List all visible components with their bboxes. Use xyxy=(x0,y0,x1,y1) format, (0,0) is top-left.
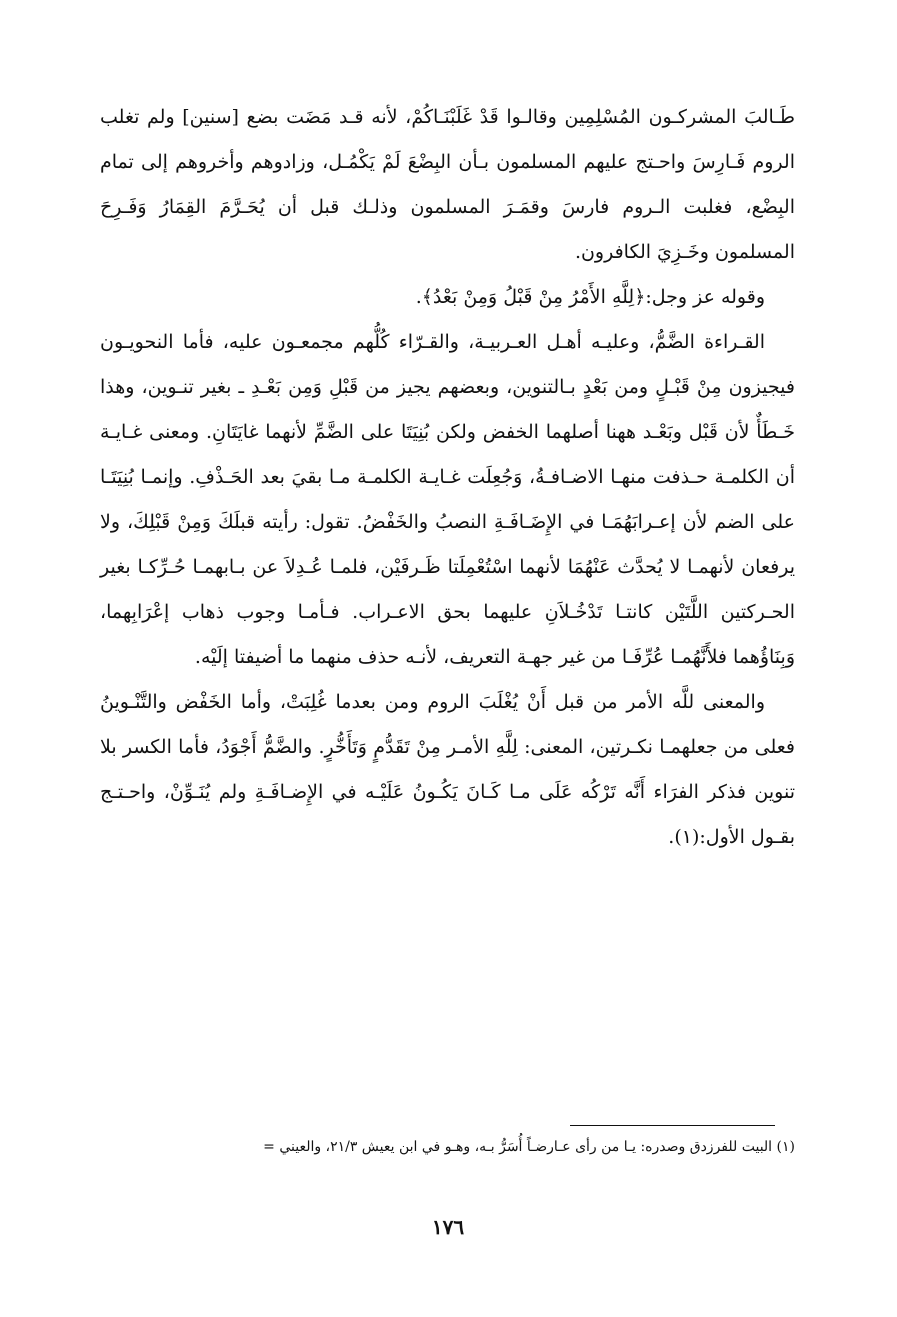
paragraph: القـراءة الضَّمُّ، وعليـه أهـل العـربيـة، والقـرّاء كُلُّهم مجمعـون عليه، فأما النحويـون فيجيزون مِنْ قَبْـلٍ ومن بَعْدٍ بـالتنوين، وبعضهم يجيز من قَبْلِ وَمِن بَعْـدِ ـ بغير تنـوين، وهذا خَـطَأٌ لأن قَبْل وبَعْـد ههنا أصلهما الخفض ولكن بُنِيَتَا على الضَّمِّ لأنهما غايَتَانِ. ومعنى غـايـة أن الكلمـة حـذفت منهـا الاضـافـةُ، وَجُعِلَت غـايـة الكلمـة مـا بقيَ بعد الحَـذْفِ. وإنمـا بُنِيَتَـا على الضم لأن إعـرابَهُمَـا في الإِضَـافَـةِ النصبُ والخَفْضُ. تقول: رأيته قبلَكَ وَمِنْ قَبْلِكَ، ولا يرفعان لأنهمـا لا يُحدَّث عَنْهُمَا لأنهما اسْتُعْمِلَتا ظَـرفَيْن، فلمـا عُـدِلاَ عن بـابهمـا حُـرِّكـا بغير الحـركتين اللَّتَيْن كانتـا تَدْخُـلاَنِ عليهما بحق الاعـراب. فـأمـا وجوب ذهاب إعْرَابِهما، وَبِنَاؤُهما فلأَنَّهُمـا عُرِّفَـا من غير جهـة التعريف، لأنـه حذف منهما ما أضيفتا إلَيْه. xyxy=(100,331,795,668)
paragraph: والمعنى للَّه الأمر من قبل أَنْ يُغْلَبَ الروم ومن بعدما غُلِبَتْ، وأما الخَفْض والتَّنْـوينُ فعلى من جعلهمـا نكـرتين، المعنى: لِلَّهِ الأمـر مِنْ تَقَدُّمٍ وَتَأَخُّرٍ. والضَّمُّ أَجْوَدُ، فأما الكسر بلا تنوين فذكر الفرَاء أَنَّه تَرْكُه عَلَى مـا كَـانَ يَكُـونُ عَلَيْـه في الإِضـافَـةِ ولم يُنَـوِّنْ، واحـتـج بقـول الأول:(١). xyxy=(100,691,795,848)
footnote-divider xyxy=(570,1125,775,1126)
footnote: (١) البيت للفرزدق وصدره: يـا من رأى عـارضـاً أُسَرُّ بـه، وهـو في ابن يعيش ٢١/٣، والعيني = xyxy=(263,1139,795,1155)
paragraph: طَـالبَ المشركـون المُسْلِمِين وقالـوا قَدْ غَلَبْنَـاكُمْ، لأنه قـد مَضَت بضع [سنين] ولم تغلب الروم فَـارِسَ واحـتج عليهم المسلمون بـأن البِضْعَ لَمْ يَكْمُـل، وزادوهم وأخروهم إلى تمام البِضْع، فغلبت الـروم فارسَ وقمَـرَ المسلمون وذلـك قبل أن يُحَـرَّمَ القِمَارُ وَفَـرِحَ المسلمون وخَـزِيَ الكافرون. xyxy=(100,106,795,263)
paragraph: وقوله عز وجل:﴿لِلَّهِ الأَمْرُ مِنْ قَبْلُ وَمِنْ بَعْدُ﴾. xyxy=(415,286,765,308)
page-number: ١٧٦ xyxy=(431,1215,465,1239)
main-text xyxy=(100,95,795,860)
